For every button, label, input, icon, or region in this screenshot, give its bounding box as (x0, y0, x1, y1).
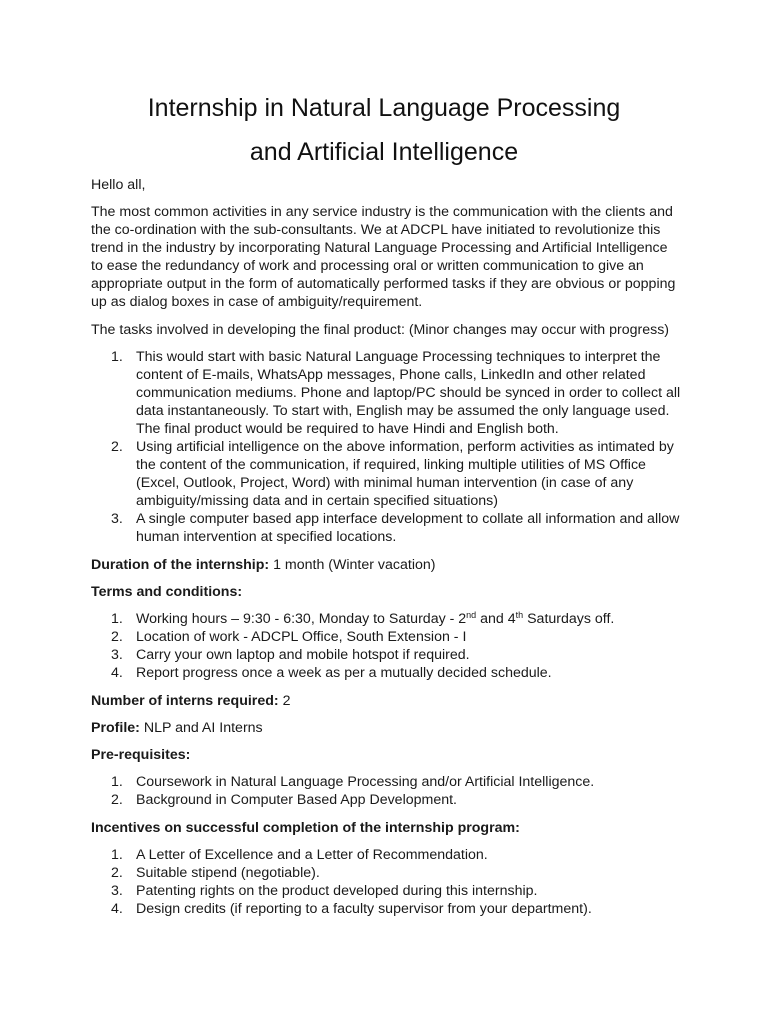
list-number: 3. (111, 511, 123, 527)
list-number: 4. (111, 665, 123, 681)
list-item (91, 646, 681, 664)
list-text: Carry your own laptop and mobile hotspot if required. (136, 647, 470, 663)
list-text: This would start with basic Natural Language Processing techniques to interpret the content of E-mails, WhatsApp messages, Phone calls, LinkedIn and other related communication mediums. Phone and laptop/PC should be synced in order to collect all data instantaneously. To start with, English may be assumed the only language used. The final product would be required to have Hindi and English both. (136, 349, 681, 437)
list-item (91, 664, 681, 682)
list-number: 3. (111, 883, 123, 899)
list-item (91, 773, 681, 791)
list-number: 2. (111, 792, 123, 808)
list-item (91, 882, 681, 900)
ordinal-suffix: th (515, 610, 524, 620)
list-number: 4. (111, 901, 123, 917)
greeting: Hello all, (91, 177, 146, 193)
list-text: Saturdays off. (523, 611, 615, 627)
duration-value: 1 month (Winter vacation) (269, 557, 436, 573)
tasks-list (91, 348, 681, 546)
document-title-line-2: and Artificial Intelligence (249, 138, 519, 166)
profile-label: Profile: (91, 720, 140, 736)
list-item (91, 846, 681, 864)
prereq-heading: Pre-requisites: (91, 747, 191, 763)
list-number: 1. (111, 847, 123, 863)
list-item (91, 791, 681, 809)
interns-label: Number of interns required: (91, 693, 279, 709)
list-number: 2. (111, 439, 123, 455)
list-item (91, 864, 681, 882)
list-text: A Letter of Excellence and a Letter of Recommendation. (136, 847, 488, 863)
list-text: Patenting rights on the product developed during this internship. (136, 883, 538, 899)
list-item (91, 510, 681, 546)
list-number: 2. (111, 865, 123, 881)
list-item (91, 438, 681, 510)
list-text: and 4 (476, 611, 516, 627)
duration-line (91, 556, 681, 574)
list-item (91, 348, 681, 438)
list-number: 1. (111, 611, 123, 627)
list-text: Location of work - ADCPL Office, South Extension - I (136, 629, 467, 645)
list-number: 1. (111, 774, 123, 790)
list-text: A single computer based app interface development to collate all information and allow human intervention at specified locations. (136, 511, 680, 545)
document-title-line-1: Internship in Natural Language Processing (147, 94, 621, 122)
list-text: Suitable stipend (negotiable). (136, 865, 320, 881)
list-item (91, 628, 681, 646)
prereq-list (91, 773, 681, 809)
list-number: 2. (111, 629, 123, 645)
profile-value: NLP and AI Interns (139, 720, 263, 736)
duration-label: Duration of the internship: (91, 557, 270, 573)
interns-value: 2 (278, 693, 291, 709)
list-item (91, 900, 681, 918)
list-text: Working hours – 9:30 - 6:30, Monday to Saturday - 2 (136, 611, 467, 627)
list-text: Coursework in Natural Language Processing and/or Artificial Intelligence. (136, 774, 595, 790)
list-number: 1. (111, 349, 123, 365)
terms-heading: Terms and conditions: (91, 584, 243, 600)
ordinal-suffix: nd (466, 610, 477, 620)
tasks-intro: The tasks involved in developing the final product: (Minor changes may occur with progress) (91, 322, 670, 338)
list-text: Report progress once a week as per a mutually decided schedule. (136, 665, 552, 681)
list-number: 3. (111, 647, 123, 663)
terms-list (91, 610, 681, 682)
document-body (91, 176, 681, 928)
list-text: Using artificial intelligence on the above information, perform activities as intimated by the content of the communication, if required, linking multiple utilities of MS Office (Excel, Outlook, Project, Word) with minimal human intervention (in case of any ambiguity/missing data and in certain specified situations) (136, 439, 674, 509)
list-text: Background in Computer Based App Development. (136, 792, 457, 808)
interns-line (91, 692, 681, 710)
incentives-list (91, 846, 681, 918)
incentives-heading: Incentives on successful completion of the internship program: (91, 820, 520, 836)
list-item (91, 610, 681, 628)
intro-paragraph: The most common activities in any service industry is the communication with the clients and the co-ordination with the sub-consultants. We at ADCPL have initiated to revolutionize this trend in the industry by incorporating Natural Language Processing and Artificial Intelligence to ease the redundancy of work and processing oral or written communication to give an appropriate output in the form of automatically performed tasks if they are obvious or popping up as dialog boxes in case of ambiguity/requirement. (91, 204, 676, 310)
profile-line (91, 719, 681, 737)
list-text: Design credits (if reporting to a faculty supervisor from your department). (136, 901, 592, 917)
